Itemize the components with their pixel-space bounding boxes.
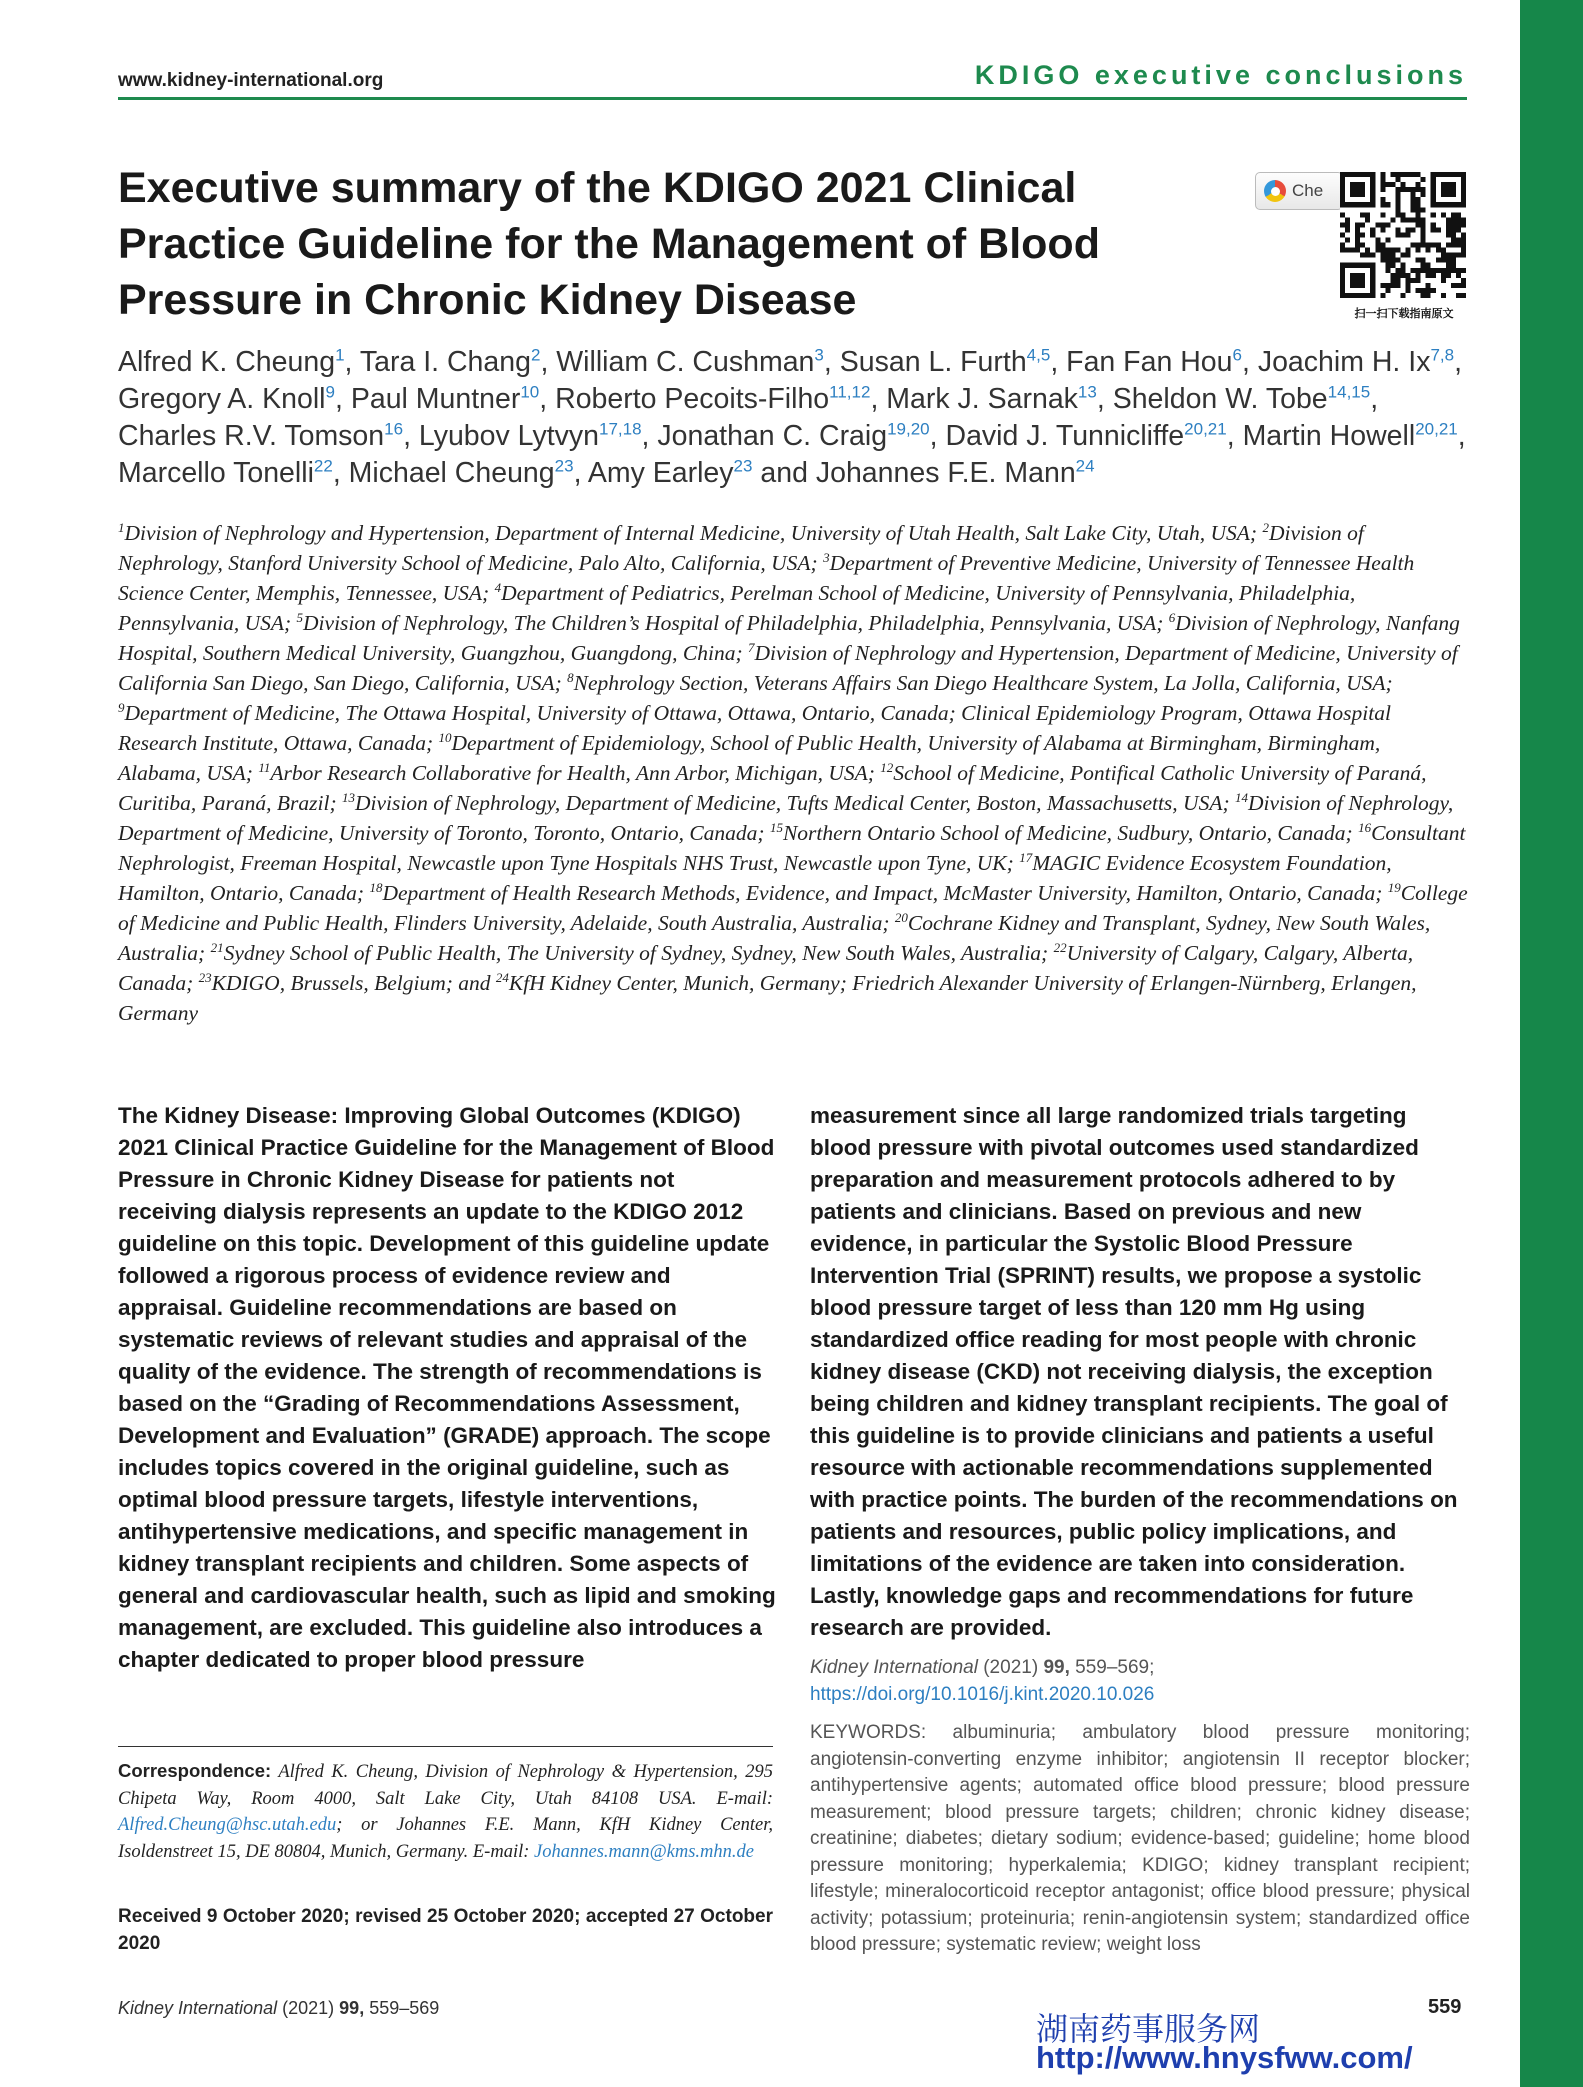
author-name: David J. Tunnicliffe <box>945 420 1185 452</box>
affiliation-text: Northern Ontario School of Medicine, Sudbury, Ontario, Canada; <box>782 821 1359 845</box>
email-link-cheung[interactable]: Alfred.Cheung@hsc.utah.edu <box>118 1815 337 1835</box>
email-link-mann[interactable]: Johannes.mann@kms.mhn.de <box>534 1841 754 1862</box>
author-affiliation-ref[interactable]: 9 <box>325 382 335 402</box>
author-affiliation-ref[interactable]: 19,20 <box>887 419 930 439</box>
affiliation-text: Cochrane Kidney and Transplant, Sydney, New South Wales, Australia; <box>118 911 1431 965</box>
footer-volume: 99, <box>339 1998 365 2018</box>
author-name: Martin Howell <box>1242 420 1416 452</box>
affiliation-text: Division of Nephrology, Nanfang Hospital, Southern Medical University, Guangzhou, Guangdong, China; <box>118 611 1460 665</box>
author-name: Sheldon W. Tobe <box>1112 383 1328 415</box>
affiliation-text: Consultant Nephrologist, Freeman Hospital, Newcastle upon Tyne Hospitals NHS Trust, Newcastle upon Tyne, UK; <box>118 821 1466 875</box>
citation-pages: 559–569; <box>1075 1657 1155 1678</box>
affiliation-number: 24 <box>495 969 509 985</box>
author-affiliation-ref[interactable]: 2 <box>530 345 541 365</box>
affiliation-text: Division of Nephrology and Hypertension, Department of Internal Medicine, University of Utah Health, Salt Lake City, Utah, USA; <box>124 521 1263 545</box>
affiliations <box>118 518 1468 1028</box>
correspondence <box>118 1758 773 1865</box>
correspondence-text-1: Alfred K. Cheung, Division of Nephrology & Hypertension, 295 Chipeta Way, Room 4000, Salt Lake City, Utah 84108 USA. E-mail: <box>118 1762 773 1809</box>
author-affiliation-ref[interactable]: 7,8 <box>1430 345 1455 365</box>
affiliation-number: 18 <box>369 879 383 895</box>
author-affiliation-ref[interactable]: 10 <box>520 382 540 402</box>
affiliation-text: College of Medicine and Public Health, Flinders University, Adelaide, South Australia, Australia; <box>118 881 1468 935</box>
qr-caption: 扫一扫下载指南原文 <box>1354 308 1454 320</box>
author-affiliation-ref[interactable]: 17,18 <box>598 419 642 439</box>
affiliation-number: 16 <box>1358 819 1372 835</box>
author-affiliation-ref[interactable]: 1 <box>335 345 345 365</box>
author-affiliation-ref[interactable]: 3 <box>814 345 824 365</box>
affiliation-text: Department of Medicine, The Ottawa Hospital, University of Ottawa, Ottawa, Ontario, Canada; Clinical Epidemiology Program, Ottawa Hospital Research Institute, Ottawa, Canada; <box>118 701 1391 755</box>
author-affiliation-ref[interactable]: 13 <box>1077 382 1097 402</box>
affiliation-text: KfH Kidney Center, Munich, Germany; Friedrich Alexander University of Erlangen-Nürnberg, Erlangen, Germany <box>118 971 1417 1025</box>
affiliation-number: 10 <box>438 729 452 745</box>
citation <box>810 1654 1470 1708</box>
correspondence-divider <box>118 1746 773 1747</box>
author-name: Jonathan C. Craig <box>657 420 888 452</box>
affiliation-number: 14 <box>1235 789 1248 805</box>
affiliation-text: Department of Epidemiology, School of Public Health, University of Alabama at Birmingham, Birmingham, Alabama, USA; <box>118 731 1381 785</box>
citation-year: (2021) <box>983 1657 1039 1678</box>
author-list: Alfred K. Cheung$^1$, Tara I. Chang$^2$, William C. Cushman$^3$, Susan L. Furth$^{4,5}$, Fan Fan Hou$^6$, Joachim H. Ix$^{7,8}$, Gregory A. Knoll$^9$, Paul Muntner$^{10}$, Roberto Pecoits-Filho$^{11,12}$, Mark J. Sarnak$^{13}$, Sheldon W. Tobe$^{14,15}$, Charles R.V. Tomson$^{16}$, Lyubov Lytvyn$^{17,18}$, Jonathan C. Craig$^{19,20}$, David J. Tunnicliffe$^{20,21}$, Martin Howell$^{20,21}$, Marcello Tonelli$^{22}$, Michael Cheung$^{23}$, Amy Earley$^{23}$ and Johannes F.E. Mann$^{24}$ <box>118 345 1466 489</box>
abstract-right-column: measurement since all large randomized trials targeting blood pressure with pivotal outcomes used standardized preparation and measurement protocols adhered to by patients and clinicians. Based on previous and new evidence, in particular the Systolic Blood Pressure Intervention Trial (SPRINT) results, we propose a systolic blood pressure target of less than 120 mm Hg using standardized office reading for most people with chronic kidney disease (CKD) not receiving dialysis, the exception being children and kidney transplant recipients. The goal of this guideline is to provide clinicians and patients a useful resource with actionable recommendations supplemented with practice points. The burden of the recommendations on patients and resources, public policy implications, and limitations of the evidence are taken into consideration. Lastly, knowledge gaps and recommendations for future research are provided. <box>810 1103 1458 1640</box>
header-divider <box>118 97 1467 100</box>
affiliation-text: Department of Preventive Medicine, University of Tennessee Health Science Center, Memphis, Tennessee, USA; <box>118 551 1415 605</box>
affiliation-number: 8 <box>567 669 574 685</box>
author-name: William C. Cushman <box>556 346 815 378</box>
affiliation-number: 9 <box>118 699 125 715</box>
check-for-updates-label: Che <box>1292 181 1324 200</box>
affiliation-number: 2 <box>1262 519 1269 535</box>
received-dates: Received 9 October 2020; revised 25 October 2020; accepted 27 October 2020 <box>118 1906 773 1954</box>
affiliation-text: School of Medicine, Pontifical Catholic University of Paraná, Curitiba, Paraná, Brazil; <box>118 761 1427 815</box>
correspondence-label: Correspondence: <box>118 1760 272 1781</box>
check-for-updates-icon <box>1264 180 1286 202</box>
keywords-text: albuminuria; ambulatory blood pressure monitoring; angiotensin-converting enzyme inhibitor; angiotensin II receptor blocker; antihypertensive agents; automated office blood pressure; blood pressure measurement; blood pressure targets; children; chronic kidney disease; creatinine; diabetes; dietary sodium; evidence-based; guideline; home blood pressure monitoring; hyperkalemia; KDIGO; kidney transplant recipient; lifestyle; mineralocorticoid receptor antagonist; office blood pressure; physical activity; potassium; proteinuria; renin-angiotensin system; standardized office blood pressure; systematic review; weight loss <box>810 1722 1470 1955</box>
author-affiliation-ref[interactable]: 14,15 <box>1327 382 1371 402</box>
affiliation-number: 15 <box>769 819 783 835</box>
affiliation-number: 4 <box>494 579 502 595</box>
citation-volume: 99, <box>1043 1657 1070 1678</box>
author-name: Joachim H. Ix <box>1257 346 1431 378</box>
footer-pages: 559–569 <box>369 1998 440 2018</box>
watermark-chinese: 湖南药事服务网 <box>1036 2010 1261 2048</box>
affiliation-text: Arbor Research Collaborative for Health, Ann Arbor, Michigan, USA; <box>270 761 881 785</box>
doi-link[interactable]: https://doi.org/10.1016/j.kint.2020.10.026 <box>810 1684 1155 1705</box>
author-name: Alfred K. Cheung <box>118 346 336 378</box>
author-name: Mark J. Sarnak <box>886 383 1078 415</box>
article-title: Executive summary of the KDIGO 2021 Clinical Practice Guideline for the Management of Blood Pressure in Chronic Kidney Disease <box>118 164 1100 324</box>
author-name: Marcello Tonelli <box>118 457 314 489</box>
affiliation-text: Division of Nephrology, Department of Medicine, University of Toronto, Toronto, Ontario, Canada; <box>118 791 1454 845</box>
affiliation-number: 6 <box>1168 609 1176 625</box>
author-affiliation-ref[interactable]: 22 <box>313 456 333 476</box>
check-for-updates-badge[interactable] <box>1255 172 1343 210</box>
affiliation-number: 5 <box>296 609 304 625</box>
author-affiliation-ref[interactable]: 4,5 <box>1026 345 1051 365</box>
author-affiliation-ref[interactable]: 20,21 <box>1184 419 1227 439</box>
affiliation-number: 12 <box>880 759 894 775</box>
affiliation-text: KDIGO, Brussels, Belgium; and <box>211 971 496 995</box>
affiliation-text: Division of Nephrology and Hypertension, Department of Medicine, University of California San Diego, San Diego, California, USA; <box>118 641 1458 695</box>
affiliation-text: Sydney School of Public Health, The University of Sydney, Sydney, New South Wales, Australia; <box>223 941 1054 965</box>
author-affiliation-ref[interactable]: 16 <box>384 419 404 439</box>
affiliation-number: 3 <box>823 549 830 565</box>
author-name: Johannes F.E. Mann <box>815 457 1076 489</box>
affiliation-number: 20 <box>894 909 908 925</box>
author-name: Susan L. Furth <box>839 346 1027 378</box>
author-name: Lyubov Lytvyn <box>418 420 599 452</box>
qr-code-icon[interactable] <box>1340 172 1466 298</box>
author-affiliation-ref[interactable]: 23 <box>554 456 574 476</box>
affiliation-number: 23 <box>198 969 212 985</box>
author-name: Paul Muntner <box>350 383 521 415</box>
affiliation-text: MAGIC Evidence Ecosystem Foundation, Hamilton, Ontario, Canada; <box>118 851 1392 905</box>
author-name: Gregory A. Knoll <box>118 383 326 415</box>
affiliation-number: 17 <box>1019 849 1033 865</box>
abstract-left-column: The Kidney Disease: Improving Global Outcomes (KDIGO) 2021 Clinical Practice Guideline for the Management of Blood Pressure in Chronic Kidney Disease for patients not receiving dialysis represents an update to the KDIGO 2012 guideline on this topic. Development of this guideline update followed a rigorous process of evidence review and appraisal. Guideline recommendations are based on systematic reviews of relevant studies and appraisal of the quality of the evidence. The strength of recommendations is based on the “Grading of Recommendations Assessment, Development and Evaluation” (GRADE) approach. The scope includes topics covered in the original guideline, such as optimal blood pressure targets, lifestyle interventions, antihypertensive medications, and specific management in kidney transplant recipients and children. Some aspects of general and cardiovascular health, such as lipid and smoking management, are excluded. This guideline also introduces a chapter dedicated to proper blood pressure <box>118 1103 776 1672</box>
footer-year: (2021) <box>282 1998 335 2018</box>
affiliation-text: Department of Health Research Methods, Evidence, and Impact, McMaster University, Hamilton, Ontario, Canada; <box>382 881 1388 905</box>
journal-url[interactable]: www.kidney-international.org <box>118 70 384 91</box>
keywords <box>810 1720 1470 1959</box>
author-name: Michael Cheung <box>348 457 555 489</box>
affiliation-number: 11 <box>258 759 271 775</box>
author-affiliation-ref[interactable]: 24 <box>1075 456 1095 476</box>
author-name: Roberto Pecoits-Filho <box>555 383 830 415</box>
affiliation-number: 22 <box>1053 939 1067 955</box>
affiliation-text: Division of Nephrology, Department of Medicine, Tufts Medical Center, Boston, Massachusetts, USA; <box>354 791 1235 815</box>
affiliation-text: Department of Pediatrics, Perelman School of Medicine, University of Pennsylvania, Philadelphia, Pennsylvania, USA; <box>118 581 1356 635</box>
affiliation-text: Division of Nephrology, The Children’s Hospital of Philadelphia, Philadelphia, Pennsylvania, USA; <box>303 611 1169 635</box>
footer-citation <box>118 1998 439 2019</box>
author-affiliation-ref[interactable]: 6 <box>1232 345 1242 365</box>
author-name: Tara I. Chang <box>359 346 531 378</box>
affiliation-text: University of Calgary, Calgary, Alberta, Canada; <box>118 941 1414 995</box>
author-conjunction: and <box>752 457 816 489</box>
author-name: Fan Fan Hou <box>1066 346 1233 378</box>
side-color-bar <box>1520 0 1583 2087</box>
author-affiliation-ref[interactable]: 11,12 <box>829 382 871 402</box>
correspondence-text-2: ; or Johannes F.E. Mann, KfH Kidney Center, Isoldenstreet 15, DE 80804, Munich, Germany. E-mail: <box>118 1815 773 1862</box>
affiliation-text: Nephrology Section, Veterans Affairs San Diego Healthcare System, La Jolla, California, USA; <box>573 671 1393 695</box>
affiliation-number: 13 <box>341 789 355 805</box>
affiliation-number: 21 <box>210 939 224 955</box>
author-name: Charles R.V. Tomson <box>118 420 385 452</box>
citation-journal: Kidney International <box>810 1657 978 1678</box>
affiliation-number: 7 <box>748 639 755 655</box>
author-name: Amy Earley <box>587 457 734 489</box>
page-number: 559 <box>1428 1996 1462 2018</box>
author-affiliation-ref[interactable]: 20,21 <box>1415 419 1458 439</box>
affiliation-number: 1 <box>118 519 125 535</box>
author-affiliation-ref[interactable]: 23 <box>733 456 753 476</box>
affiliation-number: 19 <box>1387 879 1401 895</box>
footer-journal: Kidney International <box>118 1998 278 2018</box>
watermark-url[interactable]: http://www.hnysfww.com/ <box>1036 2040 1413 2075</box>
keywords-label: KEYWORDS: <box>810 1722 927 1743</box>
affiliation-text: Division of Nephrology, Stanford University School of Medicine, Palo Alto, California, USA; <box>118 521 1364 575</box>
section-label: KDIGO executive conclusions <box>974 60 1467 90</box>
